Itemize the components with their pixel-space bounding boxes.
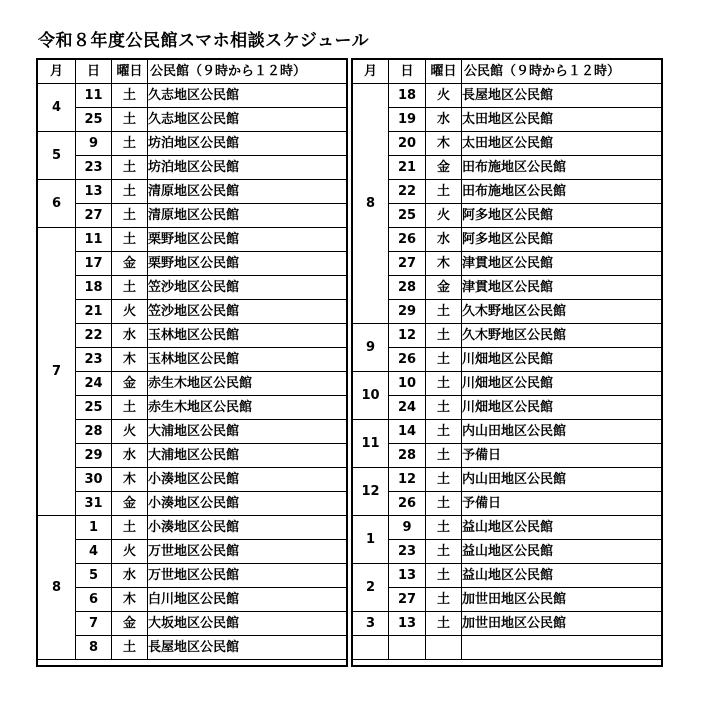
- weekday-cell: 土: [426, 564, 462, 588]
- table-row: [353, 108, 663, 132]
- table-row: [353, 324, 663, 348]
- table-row: [353, 276, 663, 300]
- hall-cell: 内山田地区公民館: [462, 420, 663, 444]
- hall-cell: 大浦地区公民館: [148, 444, 348, 468]
- day-cell: 31: [76, 492, 112, 516]
- day-cell: 12: [389, 324, 426, 348]
- hall-cell: 赤生木地区公民館: [148, 372, 348, 396]
- day-cell: 30: [76, 468, 112, 492]
- day-cell: 18: [389, 84, 426, 108]
- weekday-cell: 水: [112, 564, 148, 588]
- table-row: [38, 180, 348, 204]
- weekday-cell: 土: [112, 516, 148, 540]
- weekday-cell: 火: [112, 420, 148, 444]
- hall-cell: 久木野地区公民館: [462, 300, 663, 324]
- month-cell: 11: [353, 420, 389, 468]
- weekday-cell: 水: [426, 228, 462, 252]
- month-cell: 2: [353, 564, 389, 612]
- month-cell: 4: [38, 84, 76, 132]
- hall-cell: 清原地区公民館: [148, 180, 348, 204]
- hall-cell: 加世田地区公民館: [462, 612, 663, 636]
- day-cell: 9: [389, 516, 426, 540]
- header-month: 月: [353, 60, 389, 84]
- weekday-cell: 木: [426, 132, 462, 156]
- day-cell: 6: [76, 588, 112, 612]
- weekday-cell: 土: [112, 108, 148, 132]
- table-row: [353, 492, 663, 516]
- month-cell: 5: [38, 132, 76, 180]
- weekday-cell: 金: [426, 276, 462, 300]
- weekday-cell: 土: [112, 156, 148, 180]
- table-row: [353, 420, 663, 444]
- table-row: [353, 252, 663, 276]
- day-cell: 22: [389, 180, 426, 204]
- header-hall: 公民館（９時から１２時）: [148, 60, 348, 84]
- table-row: [38, 612, 348, 636]
- hall-cell: 益山地区公民館: [462, 516, 663, 540]
- day-cell: 27: [389, 588, 426, 612]
- month-cell: 1: [353, 516, 389, 564]
- weekday-cell: 土: [112, 636, 148, 660]
- table-row: [38, 636, 348, 660]
- hall-cell: 太田地区公民館: [462, 108, 663, 132]
- weekday-cell: 木: [112, 468, 148, 492]
- table-row: [38, 420, 348, 444]
- weekday-cell: 土: [426, 588, 462, 612]
- table-row: [38, 252, 348, 276]
- table-row: [353, 612, 663, 636]
- weekday-cell: 土: [426, 300, 462, 324]
- hall-cell: 長屋地区公民館: [148, 636, 348, 660]
- hall-cell: 川畑地区公民館: [462, 348, 663, 372]
- table-row: [38, 228, 348, 252]
- table-row: [38, 372, 348, 396]
- table-row: [38, 492, 348, 516]
- weekday-cell: 土: [426, 516, 462, 540]
- day-cell: 11: [76, 228, 112, 252]
- table-row: [353, 348, 663, 372]
- table-row: [38, 156, 348, 180]
- weekday-cell: 土: [426, 396, 462, 420]
- hall-cell: 玉林地区公民館: [148, 348, 348, 372]
- day-cell: 13: [389, 612, 426, 636]
- month-cell: 8: [38, 516, 76, 660]
- table-row: [38, 276, 348, 300]
- table-row: [38, 564, 348, 588]
- day-cell: 23: [389, 540, 426, 564]
- weekday-cell: 土: [426, 324, 462, 348]
- day-cell: 24: [76, 372, 112, 396]
- month-cell: 9: [353, 324, 389, 372]
- hall-cell: 久志地区公民館: [148, 84, 348, 108]
- table-row: [38, 324, 348, 348]
- day-cell: 9: [76, 132, 112, 156]
- hall-cell: 長屋地区公民館: [462, 84, 663, 108]
- day-cell: 7: [76, 612, 112, 636]
- hall-cell: 坊泊地区公民館: [148, 132, 348, 156]
- day-cell: 18: [76, 276, 112, 300]
- empty-row: [353, 636, 663, 660]
- day-cell: 8: [76, 636, 112, 660]
- schedule-table-right: [352, 59, 663, 660]
- weekday-cell: 土: [426, 492, 462, 516]
- hall-cell: 大浦地区公民館: [148, 420, 348, 444]
- day-cell: 26: [389, 228, 426, 252]
- weekday-cell: 金: [112, 252, 148, 276]
- day-cell: 23: [76, 156, 112, 180]
- day-cell: 19: [389, 108, 426, 132]
- day-cell: 25: [389, 204, 426, 228]
- weekday-cell: 火: [112, 540, 148, 564]
- empty-cell: [353, 636, 389, 660]
- table-row: [353, 180, 663, 204]
- day-cell: 1: [76, 516, 112, 540]
- header-day: 日: [76, 60, 112, 84]
- day-cell: 4: [76, 540, 112, 564]
- empty-cell: [462, 636, 663, 660]
- day-cell: 25: [76, 396, 112, 420]
- weekday-cell: 土: [112, 228, 148, 252]
- day-cell: 13: [389, 564, 426, 588]
- day-cell: 14: [389, 420, 426, 444]
- day-cell: 26: [389, 348, 426, 372]
- weekday-cell: 火: [112, 300, 148, 324]
- hall-cell: 万世地区公民館: [148, 564, 348, 588]
- weekday-cell: 土: [112, 84, 148, 108]
- table-row: [38, 108, 348, 132]
- hall-cell: 予備日: [462, 444, 663, 468]
- day-cell: 10: [389, 372, 426, 396]
- table-row: [353, 84, 663, 108]
- table-row: [353, 372, 663, 396]
- month-cell: 8: [353, 84, 389, 324]
- table-row: [353, 540, 663, 564]
- table-row: [38, 588, 348, 612]
- day-cell: 21: [76, 300, 112, 324]
- weekday-cell: 金: [112, 372, 148, 396]
- hall-cell: 笠沙地区公民館: [148, 300, 348, 324]
- weekday-cell: 土: [112, 180, 148, 204]
- day-cell: 22: [76, 324, 112, 348]
- day-cell: 20: [389, 132, 426, 156]
- hall-cell: 小湊地区公民館: [148, 468, 348, 492]
- table-row: [38, 204, 348, 228]
- table-row: [38, 444, 348, 468]
- weekday-cell: 土: [112, 276, 148, 300]
- weekday-cell: 土: [426, 372, 462, 396]
- hall-cell: 栗野地区公民館: [148, 228, 348, 252]
- hall-cell: 坊泊地区公民館: [148, 156, 348, 180]
- day-cell: 25: [76, 108, 112, 132]
- day-cell: 13: [76, 180, 112, 204]
- table-row: [38, 84, 348, 108]
- table-row: [353, 564, 663, 588]
- header-weekday: 曜日: [426, 60, 462, 84]
- hall-cell: 田布施地区公民館: [462, 180, 663, 204]
- table-row: [353, 444, 663, 468]
- table-row: [38, 300, 348, 324]
- weekday-cell: 木: [112, 588, 148, 612]
- hall-cell: 久木野地区公民館: [462, 324, 663, 348]
- table-row: [353, 156, 663, 180]
- table-row: [38, 132, 348, 156]
- day-cell: 23: [76, 348, 112, 372]
- hall-cell: 津貫地区公民館: [462, 252, 663, 276]
- weekday-cell: 水: [112, 444, 148, 468]
- page-title: 令和８年度公民館スマホ相談スケジュール: [38, 31, 370, 51]
- hall-cell: 清原地区公民館: [148, 204, 348, 228]
- hall-cell: 大坂地区公民館: [148, 612, 348, 636]
- weekday-cell: 火: [426, 84, 462, 108]
- table-row: [38, 516, 348, 540]
- header-row: [353, 60, 663, 84]
- hall-cell: 加世田地区公民館: [462, 588, 663, 612]
- day-cell: 27: [389, 252, 426, 276]
- table-row: [353, 228, 663, 252]
- table-row: [38, 468, 348, 492]
- weekday-cell: 土: [426, 180, 462, 204]
- weekday-cell: 金: [112, 612, 148, 636]
- weekday-cell: 土: [426, 420, 462, 444]
- hall-cell: 田布施地区公民館: [462, 156, 663, 180]
- table-row: [353, 588, 663, 612]
- weekday-cell: 水: [112, 324, 148, 348]
- weekday-cell: 土: [426, 540, 462, 564]
- weekday-cell: 土: [426, 612, 462, 636]
- table-row: [38, 540, 348, 564]
- table-row: [353, 396, 663, 420]
- hall-cell: 予備日: [462, 492, 663, 516]
- table-row: [353, 132, 663, 156]
- empty-cell: [426, 636, 462, 660]
- schedule-table-left: [37, 59, 348, 660]
- weekday-cell: 火: [426, 204, 462, 228]
- day-cell: 12: [389, 468, 426, 492]
- hall-cell: 阿多地区公民館: [462, 228, 663, 252]
- month-cell: 10: [353, 372, 389, 420]
- weekday-cell: 木: [426, 252, 462, 276]
- weekday-cell: 土: [112, 396, 148, 420]
- day-cell: 26: [389, 492, 426, 516]
- day-cell: 29: [76, 444, 112, 468]
- header-month: 月: [38, 60, 76, 84]
- hall-cell: 益山地区公民館: [462, 540, 663, 564]
- hall-cell: 益山地区公民館: [462, 564, 663, 588]
- weekday-cell: 金: [112, 492, 148, 516]
- day-cell: 28: [389, 444, 426, 468]
- weekday-cell: 金: [426, 156, 462, 180]
- month-cell: 12: [353, 468, 389, 516]
- weekday-cell: 土: [426, 348, 462, 372]
- header-hall: 公民館（９時から１２時）: [462, 60, 663, 84]
- hall-cell: 万世地区公民館: [148, 540, 348, 564]
- hall-cell: 久志地区公民館: [148, 108, 348, 132]
- hall-cell: 阿多地区公民館: [462, 204, 663, 228]
- empty-cell: [389, 636, 426, 660]
- hall-cell: 内山田地区公民館: [462, 468, 663, 492]
- table-row: [353, 300, 663, 324]
- table-row: [38, 396, 348, 420]
- header-row: [38, 60, 348, 84]
- day-cell: 28: [76, 420, 112, 444]
- weekday-cell: 土: [112, 204, 148, 228]
- hall-cell: 赤生木地区公民館: [148, 396, 348, 420]
- weekday-cell: 土: [112, 132, 148, 156]
- table-row: [353, 468, 663, 492]
- hall-cell: 小湊地区公民館: [148, 516, 348, 540]
- day-cell: 27: [76, 204, 112, 228]
- weekday-cell: 木: [112, 348, 148, 372]
- day-cell: 5: [76, 564, 112, 588]
- hall-cell: 笠沙地区公民館: [148, 276, 348, 300]
- hall-cell: 川畑地区公民館: [462, 396, 663, 420]
- month-cell: 3: [353, 612, 389, 636]
- weekday-cell: 水: [426, 108, 462, 132]
- day-cell: 11: [76, 84, 112, 108]
- hall-cell: 川畑地区公民館: [462, 372, 663, 396]
- day-cell: 28: [389, 276, 426, 300]
- month-cell: 6: [38, 180, 76, 228]
- hall-cell: 太田地区公民館: [462, 132, 663, 156]
- weekday-cell: 土: [426, 444, 462, 468]
- day-cell: 17: [76, 252, 112, 276]
- day-cell: 29: [389, 300, 426, 324]
- weekday-cell: 土: [426, 468, 462, 492]
- header-day: 日: [389, 60, 426, 84]
- table-row: [353, 204, 663, 228]
- day-cell: 21: [389, 156, 426, 180]
- hall-cell: 小湊地区公民館: [148, 492, 348, 516]
- table-row: [353, 516, 663, 540]
- hall-cell: 栗野地区公民館: [148, 252, 348, 276]
- hall-cell: 玉林地区公民館: [148, 324, 348, 348]
- month-cell: 7: [38, 228, 76, 516]
- day-cell: 24: [389, 396, 426, 420]
- table-row: [38, 348, 348, 372]
- hall-cell: 白川地区公民館: [148, 588, 348, 612]
- hall-cell: 津貫地区公民館: [462, 276, 663, 300]
- header-weekday: 曜日: [112, 60, 148, 84]
